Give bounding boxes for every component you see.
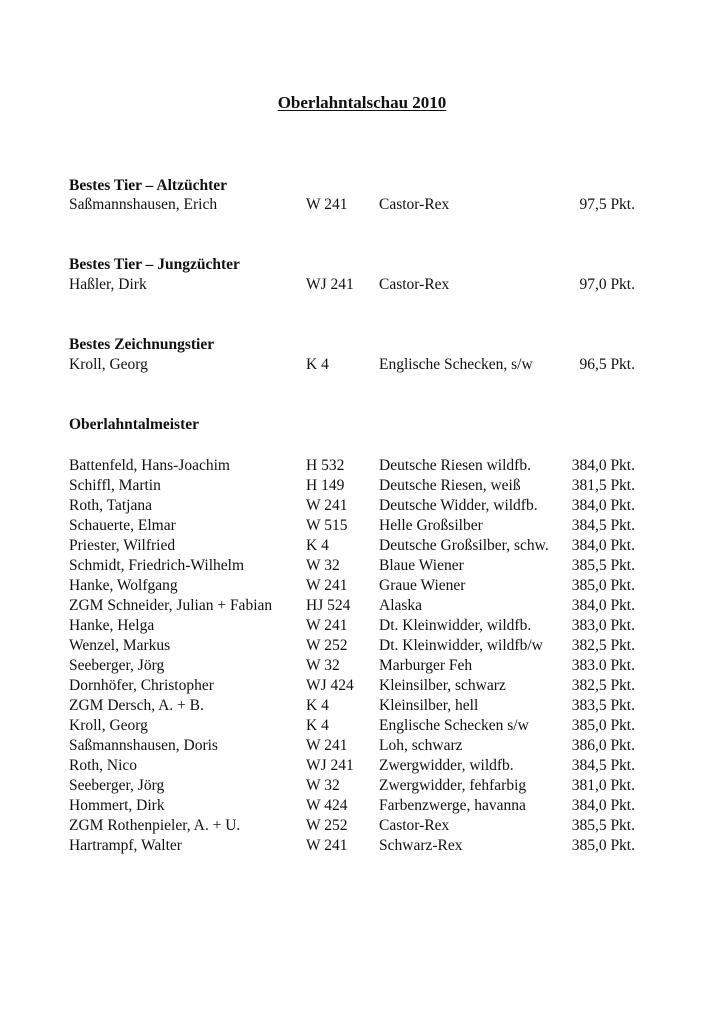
score: 384,0 Pkt. — [571, 797, 635, 814]
score: 97,0 Pkt. — [579, 276, 635, 293]
tattoo-code: W 32 — [306, 657, 340, 674]
breeder-name: Battenfeld, Hans-Joachim — [69, 457, 230, 474]
breed: Alaska — [379, 597, 423, 614]
score: 384,0 Pkt. — [571, 597, 635, 614]
breeder-name: Hartrampf, Walter — [69, 837, 182, 854]
tattoo-code: W 515 — [306, 517, 348, 534]
breeder-name: Priester, Wilfried — [69, 537, 176, 554]
score: 382,5 Pkt. — [571, 677, 635, 694]
tattoo-code: WJ 424 — [306, 677, 354, 694]
award-row-altzuechter — [69, 195, 639, 215]
tattoo-code: K 4 — [306, 356, 329, 373]
breeder-name: Kroll, Georg — [69, 356, 148, 373]
tattoo-code: HJ 524 — [306, 597, 351, 614]
champion-row — [69, 796, 639, 816]
champion-row — [69, 696, 639, 716]
breeder-name: Hommert, Dirk — [69, 797, 165, 814]
score: 383.0 Pkt. — [571, 657, 635, 674]
score: 383,5 Pkt. — [571, 697, 635, 714]
page-title: Oberlahntalschau 2010 — [277, 93, 447, 112]
score: 382,5 Pkt. — [571, 637, 635, 654]
breed: Helle Großsilber — [379, 517, 483, 534]
champion-row — [69, 836, 639, 856]
champion-row — [69, 776, 639, 796]
breed: Farbenzwerge, havanna — [379, 797, 526, 814]
champions-heading: Oberlahntalmeister — [69, 416, 200, 433]
tattoo-code: WJ 241 — [306, 757, 354, 774]
breeder-name: Dornhöfer, Christopher — [69, 677, 214, 694]
tattoo-code: W 241 — [306, 617, 348, 634]
breeder-name: Saßmannshausen, Doris — [69, 737, 218, 754]
breeder-name: Seeberger, Jörg — [69, 777, 165, 794]
tattoo-code: K 4 — [306, 537, 329, 554]
score: 385,0 Pkt. — [571, 717, 635, 734]
score: 381,0 Pkt. — [571, 777, 635, 794]
breeder-name: Roth, Tatjana — [69, 497, 153, 514]
breeder-name: Hanke, Wolfgang — [69, 577, 178, 594]
champion-row — [69, 576, 639, 596]
breed: Englische Schecken, s/w — [379, 356, 533, 373]
tattoo-code: W 252 — [306, 817, 348, 834]
score: 97,5 Pkt. — [579, 196, 635, 213]
breed: Castor-Rex — [379, 817, 450, 834]
breed: Schwarz-Rex — [379, 837, 463, 854]
breed: Kleinsilber, schwarz — [379, 677, 506, 694]
champion-row — [69, 536, 639, 556]
tattoo-code: W 241 — [306, 196, 348, 213]
score: 385,5 Pkt. — [571, 817, 635, 834]
breeder-name: Roth, Nico — [69, 757, 138, 774]
breed: Deutsche Widder, wildfb. — [379, 497, 538, 514]
champion-row — [69, 476, 639, 496]
champion-row — [69, 736, 639, 756]
award-row-zeichnungstier — [69, 355, 639, 375]
tattoo-code: W 241 — [306, 837, 348, 854]
champion-row — [69, 516, 639, 536]
tattoo-code: W 32 — [306, 777, 340, 794]
score: 384,0 Pkt. — [571, 537, 635, 554]
breed: Deutsche Riesen wildfb. — [379, 457, 531, 474]
breeder-name: ZGM Schneider, Julian + Fabian — [69, 597, 273, 614]
breed: Kleinsilber, hell — [379, 697, 479, 714]
champion-row — [69, 616, 639, 636]
breed: Deutsche Großsilber, schw. — [379, 537, 549, 554]
breeder-name: Hanke, Helga — [69, 617, 155, 634]
champion-row — [69, 716, 639, 736]
score: 386,0 Pkt. — [571, 737, 635, 754]
breeder-name: Seeberger, Jörg — [69, 657, 165, 674]
tattoo-code: W 32 — [306, 557, 340, 574]
score: 384,5 Pkt. — [571, 517, 635, 534]
breeder-name: ZGM Dersch, A. + B. — [69, 697, 204, 714]
tattoo-code: W 252 — [306, 637, 348, 654]
score: 383,0 Pkt. — [571, 617, 635, 634]
champion-row — [69, 596, 639, 616]
champion-row — [69, 816, 639, 836]
tattoo-code: W 241 — [306, 577, 348, 594]
breeder-name: ZGM Rothenpieler, A. + U. — [69, 817, 241, 834]
score: 384,5 Pkt. — [571, 757, 635, 774]
score: 96,5 Pkt. — [579, 356, 635, 373]
award-heading-jungzuechter: Bestes Tier – Jungzüchter — [69, 256, 240, 273]
breed: Castor-Rex — [379, 276, 450, 293]
breed: Dt. Kleinwidder, wildfb/w — [379, 637, 543, 654]
score: 385,5 Pkt. — [571, 557, 635, 574]
breed: Marburger Feh — [379, 657, 473, 674]
tattoo-code: K 4 — [306, 717, 329, 734]
breeder-name: Schauerte, Elmar — [69, 517, 176, 534]
champion-row — [69, 656, 639, 676]
breed: Castor-Rex — [379, 196, 450, 213]
breed: Deutsche Riesen, weiß — [379, 477, 521, 494]
breed: Graue Wiener — [379, 577, 466, 594]
award-heading-altzuechter: Bestes Tier – Altzüchter — [69, 177, 227, 194]
award-heading-zeichnungstier: Bestes Zeichnungstier — [69, 336, 215, 353]
tattoo-code: W 424 — [306, 797, 348, 814]
breed: Zwergwidder, fehfarbig — [379, 777, 527, 794]
breed: Loh, schwarz — [379, 737, 463, 754]
champion-row — [69, 456, 639, 476]
award-row-jungzuechter — [69, 275, 639, 295]
tattoo-code: H 532 — [306, 457, 345, 474]
tattoo-code: W 241 — [306, 497, 348, 514]
breeder-name: Schmidt, Friedrich-Wilhelm — [69, 557, 245, 574]
score: 381,5 Pkt. — [571, 477, 635, 494]
breed: Blaue Wiener — [379, 557, 464, 574]
breed: Englische Schecken s/w — [379, 717, 529, 734]
champion-row — [69, 556, 639, 576]
champion-row — [69, 636, 639, 656]
breeder-name: Haßler, Dirk — [69, 276, 147, 293]
tattoo-code: WJ 241 — [306, 276, 354, 293]
breeder-name: Schiffl, Martin — [69, 477, 161, 494]
score: 385,0 Pkt. — [571, 837, 635, 854]
tattoo-code: H 149 — [306, 477, 345, 494]
tattoo-code: K 4 — [306, 697, 329, 714]
breed: Dt. Kleinwidder, wildfb. — [379, 617, 532, 634]
champion-row — [69, 496, 639, 516]
breeder-name: Kroll, Georg — [69, 717, 148, 734]
tattoo-code: W 241 — [306, 737, 348, 754]
breeder-name: Wenzel, Markus — [69, 637, 171, 654]
breeder-name: Saßmannshausen, Erich — [69, 196, 218, 213]
champion-row — [69, 756, 639, 776]
score: 385,0 Pkt. — [571, 577, 635, 594]
champion-row — [69, 676, 639, 696]
score: 384,0 Pkt. — [571, 497, 635, 514]
breed: Zwergwidder, wildfb. — [379, 757, 514, 774]
score: 384,0 Pkt. — [571, 457, 635, 474]
